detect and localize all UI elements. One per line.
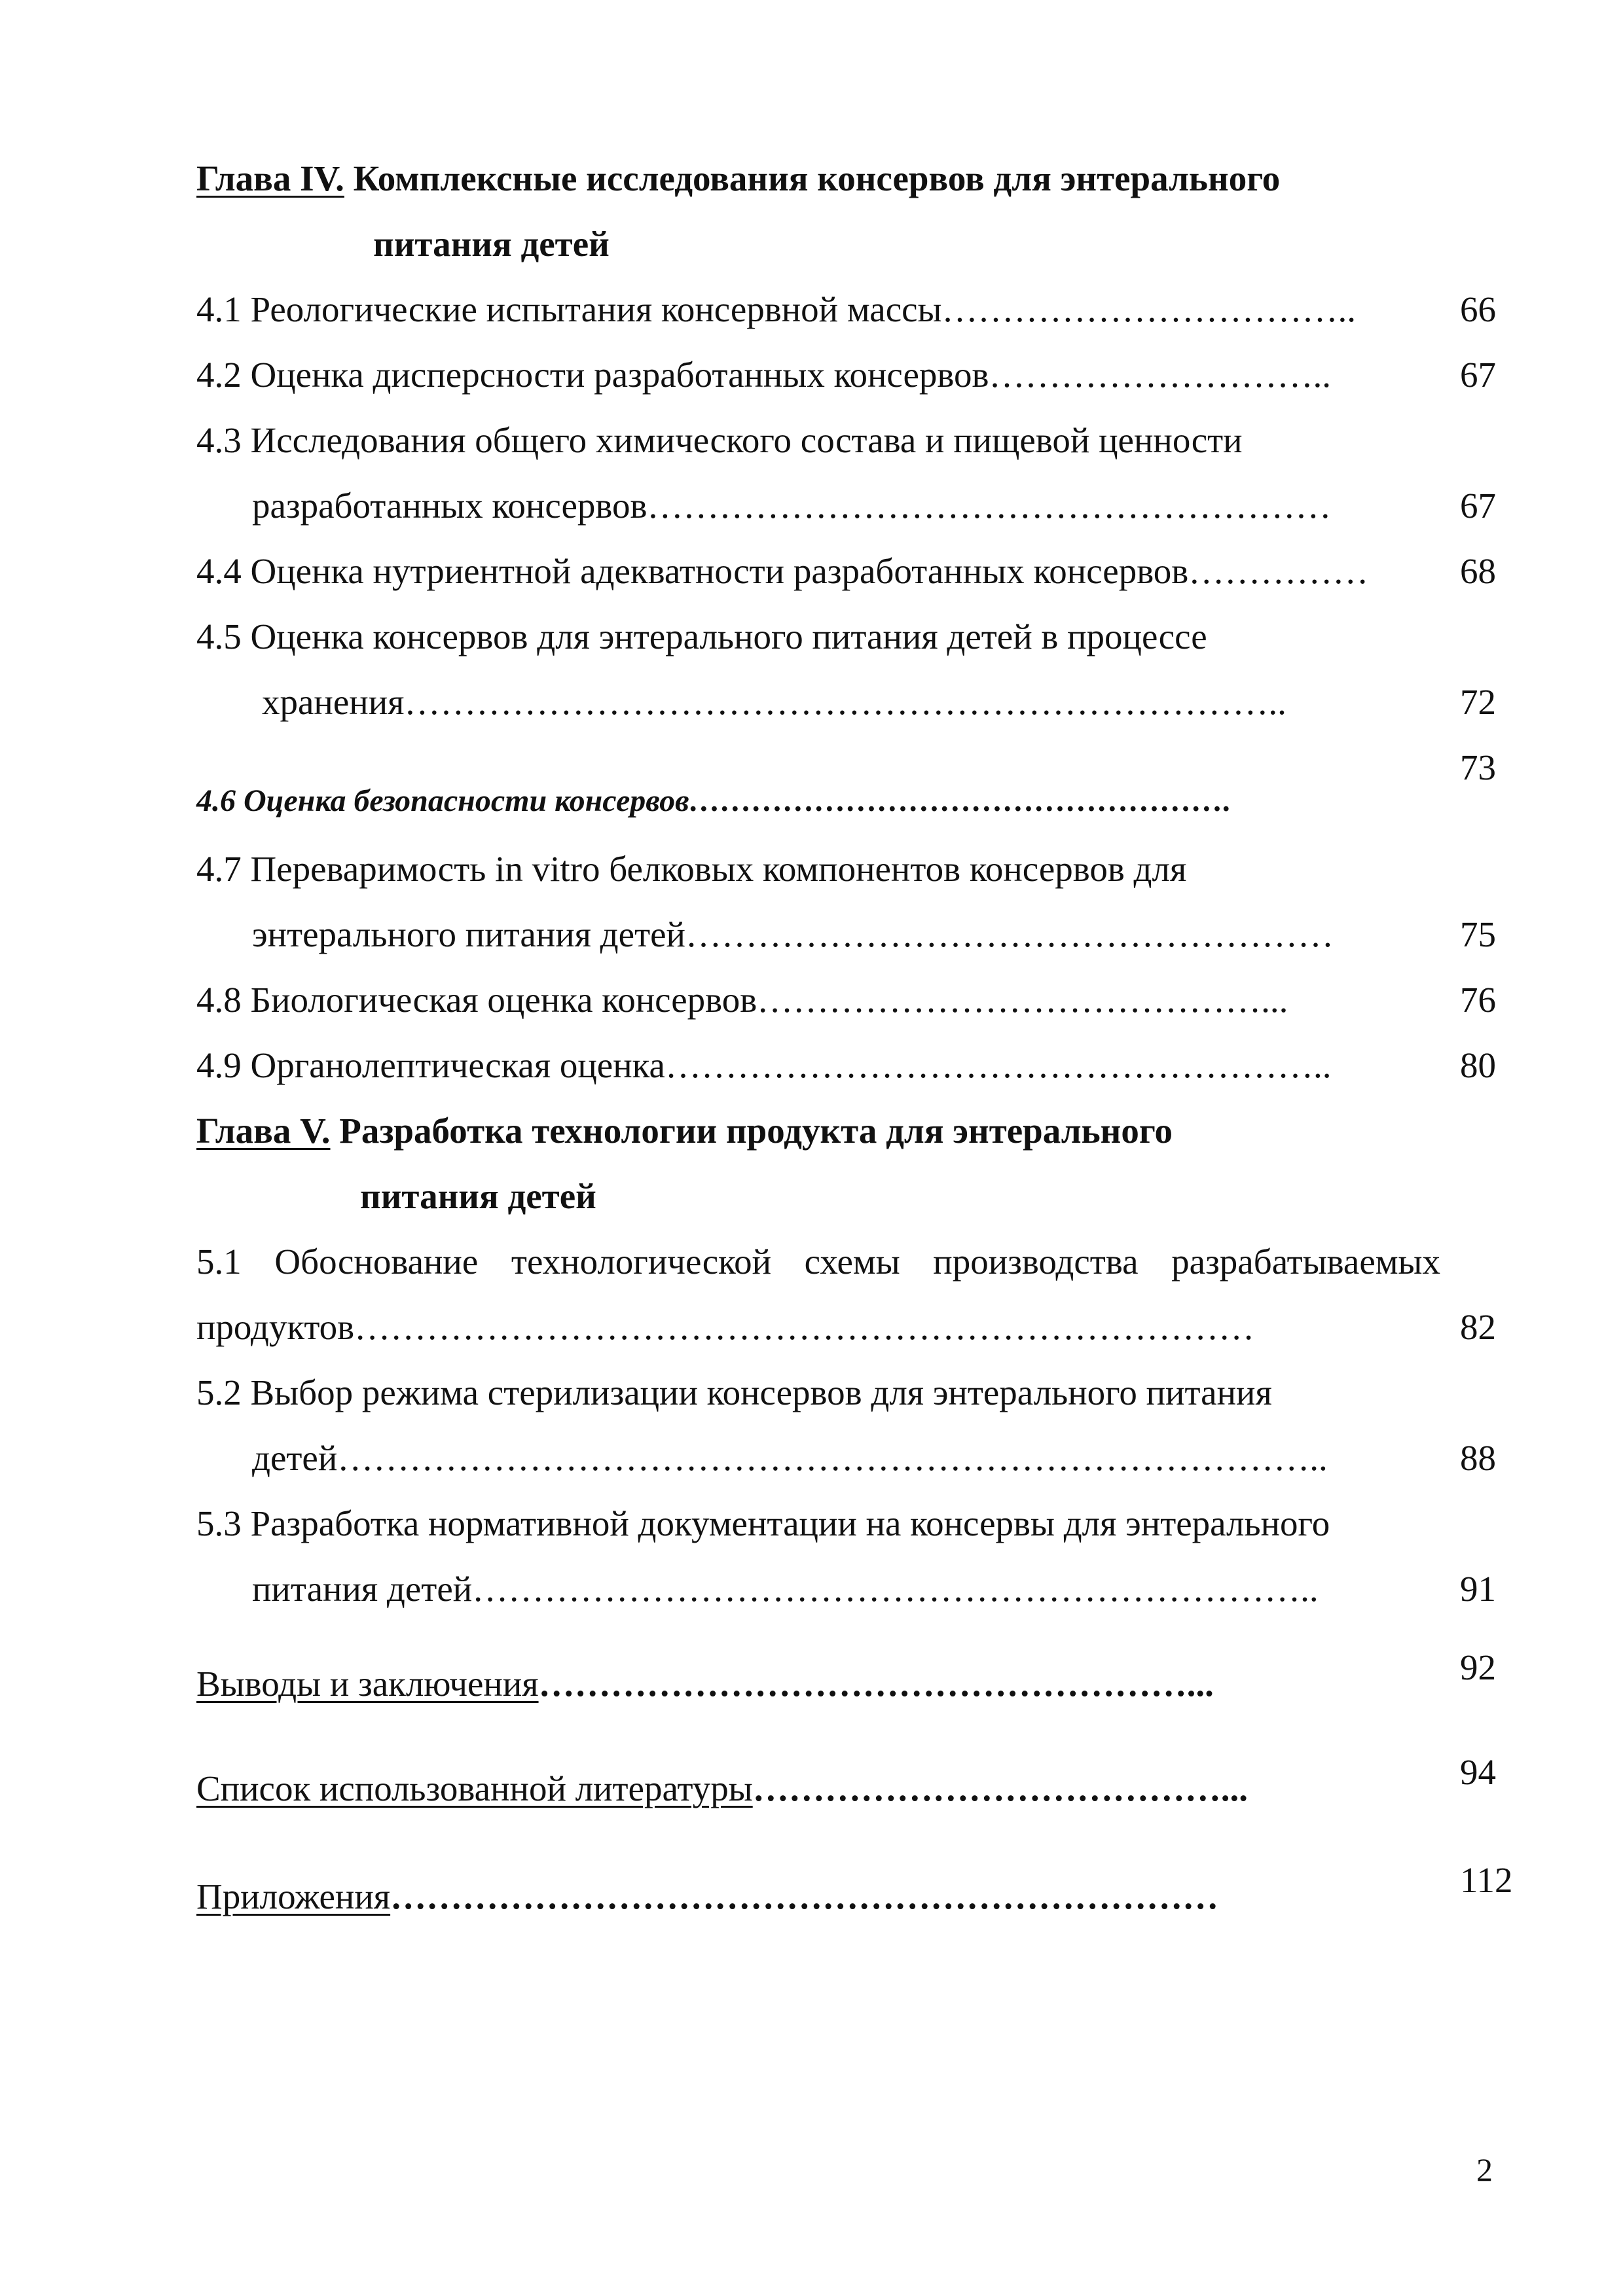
chapter-5-label: Глава V.	[196, 1111, 331, 1151]
toc-page-references: 94	[1460, 1752, 1496, 1792]
toc-page-4-4: 68	[1460, 551, 1496, 591]
toc-entry-4-8: 4.8 Биологическая оценка консервов……………………………………...	[196, 980, 1288, 1020]
toc-page-4-8: 76	[1460, 980, 1496, 1020]
toc-entry-4-9: 4.9 Органолептическая оценка………………………………………………..	[196, 1045, 1332, 1085]
references-label: Список использованной литературы	[196, 1768, 753, 1808]
toc-page-5-1: 82	[1460, 1307, 1496, 1347]
toc-page-4-9: 80	[1460, 1045, 1496, 1085]
toc-page-4-2: 67	[1460, 355, 1496, 395]
chapter-4-heading	[196, 160, 1280, 196]
conclusions-label: Выводы и заключения	[196, 1664, 539, 1704]
toc-entry-4-7-cont: энтерального питания детей………………………………………………	[252, 914, 1334, 954]
chapter-5-title-line1: Разработка технологии продукта для энтерального	[330, 1111, 1173, 1151]
references-dots: …………………………………...	[752, 1768, 1248, 1808]
chapter-5-heading	[196, 1113, 1173, 1149]
toc-page-conclusions: 92	[1460, 1647, 1496, 1687]
toc-page-4-7: 75	[1460, 914, 1496, 954]
toc-entry-references	[196, 1770, 1248, 1806]
toc-entry-4-3-cont: разработанных консервов…………………………………………………	[252, 486, 1332, 526]
chapter-4-title-line2: питания детей	[373, 224, 610, 264]
toc-entry-5-1-cont: продуктов…………………………………………………………………	[196, 1307, 1255, 1347]
appendices-label: Приложения	[196, 1876, 391, 1916]
toc-entry-4-5: 4.5 Оценка консервов для энтерального питания детей в процессе	[196, 617, 1207, 656]
toc-page-4-5: 72	[1460, 682, 1496, 722]
toc-page-4-3: 67	[1460, 486, 1496, 526]
toc-entry-5-3-cont: питания детей……………………………………………………………..	[252, 1569, 1319, 1609]
appendices-dots: ……………………………………………………………	[390, 1876, 1219, 1916]
toc-entry-5-2: 5.2 Выбор режима стерилизации консервов для энтерального питания	[196, 1372, 1272, 1412]
toc-entry-4-3: 4.3 Исследования общего химического состава и пищевой ценности	[196, 420, 1243, 460]
chapter-5-title-line2: питания детей	[360, 1176, 596, 1216]
conclusions-dots: ………………………………………………...	[538, 1664, 1214, 1704]
chapter-4-label: Глава IV.	[196, 158, 344, 198]
chapter-4-title-line1: Комплексные исследования консервов для энтерального	[344, 158, 1281, 198]
page-number: 2	[1476, 2151, 1493, 2188]
toc-entry-5-3: 5.3 Разработка нормативной документации на консервы для энтерального	[196, 1503, 1330, 1543]
toc-page-5-3: 91	[1460, 1569, 1496, 1609]
toc-entry-4-6: 4.6 Оценка безопасности консервов…………………………………………….	[196, 783, 1231, 818]
toc-entry-appendices	[196, 1878, 1218, 1914]
toc-page-4-1: 66	[1460, 289, 1496, 329]
toc-entry-4-2: 4.2 Оценка дисперсности разработанных консервов………………………..	[196, 355, 1331, 395]
toc-entry-5-2-cont: детей………………………………………………………………………..	[252, 1438, 1328, 1478]
toc-entry-5-1: 5.1 Обоснование технологической схемы производства разрабатываемых	[196, 1242, 1440, 1282]
toc-page-5-2: 88	[1460, 1438, 1496, 1478]
toc-entry-4-4: 4.4 Оценка нутриентной адекватности разработанных консервов……………	[196, 551, 1369, 591]
toc-entry-4-5-cont: хранения………………………………………………………………..	[262, 682, 1286, 722]
toc-entry-conclusions	[196, 1666, 1214, 1702]
toc-entry-4-7: 4.7 Переваримость in vitro белковых компонентов консервов для	[196, 849, 1187, 889]
toc-page-appendices: 112	[1460, 1860, 1513, 1900]
toc-entry-4-1: 4.1 Реологические испытания консервной массы……………………………..	[196, 289, 1356, 329]
toc-page-4-6: 73	[1460, 747, 1496, 787]
